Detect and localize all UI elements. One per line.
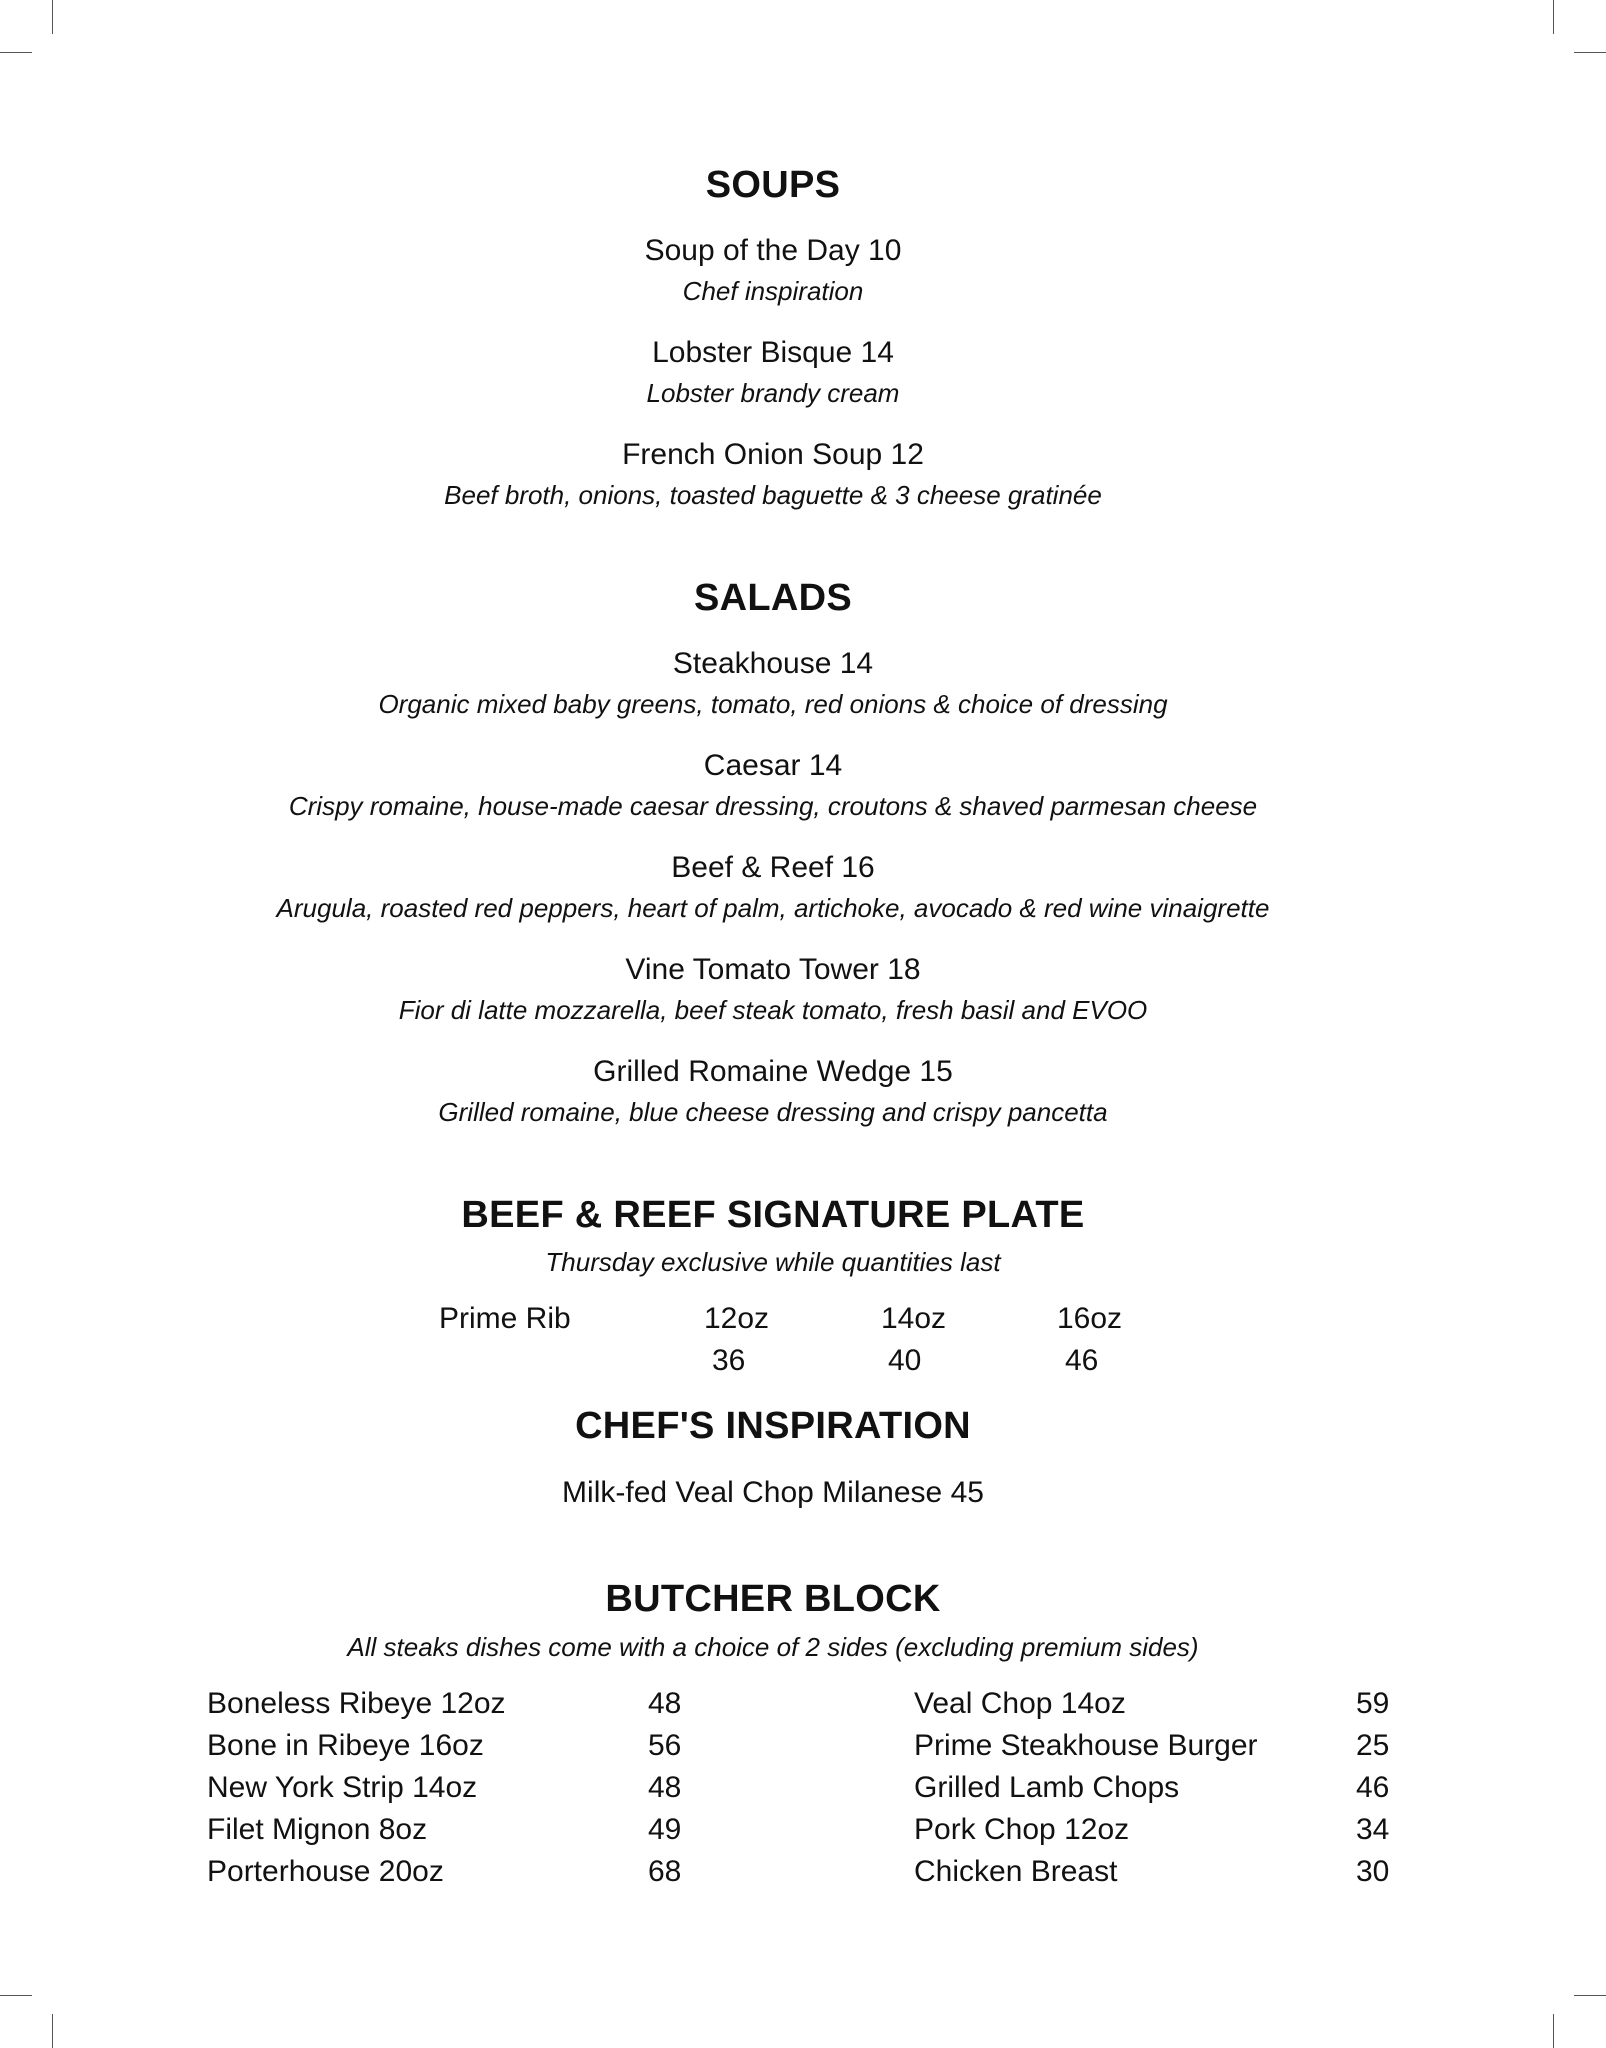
crop-mark [1553,2014,1554,2048]
signature-size: 14oz [881,1302,947,1335]
salads-heading: SALADS [693,577,853,619]
crop-mark [1574,1995,1606,1996]
menu-item-name: Steakhouse 14 [672,647,874,680]
crop-mark [52,2014,53,2048]
menu-item-name: Lobster Bisque 14 [652,336,894,369]
soups-heading: SOUPS [705,164,841,206]
butcher-note: All steaks dishes come with a choice of 2 sides (excluding premium sides) [347,1632,1199,1662]
butcher-item-price: 46 [1356,1771,1390,1804]
butcher-item-price: 49 [648,1813,682,1846]
butcher-item-name: Chicken Breast [914,1855,1118,1888]
menu-item-name: Vine Tomato Tower 18 [625,953,921,986]
butcher-item-name: Bone in Ribeye 16oz [207,1729,484,1762]
signature-price: 40 [888,1344,922,1377]
butcher-item-name: Grilled Lamb Chops [914,1771,1180,1804]
menu-item-name: Soup of the Day 10 [644,234,902,267]
menu-item-desc: Beef broth, onions, toasted baguette & 3 cheese gratinée [444,480,1102,510]
signature-item-name: Prime Rib [439,1302,571,1335]
butcher-item-name: Boneless Ribeye 12oz [207,1687,506,1720]
menu-item-name: Beef & Reef 16 [671,851,875,884]
signature-price: 46 [1065,1344,1099,1377]
menu-item-desc: Grilled romaine, blue cheese dressing and crispy pancetta [438,1097,1108,1127]
butcher-item-price: 48 [648,1687,682,1720]
butcher-item-price: 25 [1356,1729,1390,1762]
signature-size: 16oz [1057,1302,1123,1335]
butcher-heading: BUTCHER BLOCK [605,1578,941,1620]
butcher-item-name: Pork Chop 12oz [914,1813,1130,1846]
signature-size: 12oz [704,1302,770,1335]
menu-item-desc: Chef inspiration [682,276,864,306]
menu-item-name: Grilled Romaine Wedge 15 [593,1055,953,1088]
signature-note: Thursday exclusive while quantities last [545,1247,1001,1277]
menu-item-desc: Fior di latte mozzarella, beef steak tomato, fresh basil and EVOO [398,995,1148,1025]
menu-item-desc: Arugula, roasted red peppers, heart of palm, artichoke, avocado & red wine vinaigrette [276,893,1270,923]
menu-item-desc: Organic mixed baby greens, tomato, red onions & choice of dressing [378,689,1168,719]
butcher-item-price: 30 [1356,1855,1390,1888]
butcher-item-price: 48 [648,1771,682,1804]
butcher-item-name: Filet Mignon 8oz [207,1813,428,1846]
menu-item-name: French Onion Soup 12 [622,438,924,471]
signature-price: 36 [712,1344,746,1377]
butcher-item-price: 56 [648,1729,682,1762]
butcher-item-name: Veal Chop 14oz [914,1687,1126,1720]
crop-mark [52,0,53,34]
butcher-item-price: 59 [1356,1687,1390,1720]
chefs-heading: CHEF'S INSPIRATION [575,1405,971,1447]
crop-mark [0,52,32,53]
butcher-item-name: Porterhouse 20oz [207,1855,444,1888]
butcher-item-price: 34 [1356,1813,1390,1846]
crop-mark [1553,0,1554,34]
menu-item-name: Caesar 14 [703,749,843,782]
butcher-item-name: Prime Steakhouse Burger [914,1729,1258,1762]
signature-heading: BEEF & REEF SIGNATURE PLATE [461,1194,1085,1236]
butcher-item-price: 68 [648,1855,682,1888]
crop-mark [0,1995,32,1996]
menu-item-desc: Crispy romaine, house-made caesar dressing, croutons & shaved parmesan cheese [288,791,1258,821]
crop-mark [1574,52,1606,53]
chefs-item: Milk-fed Veal Chop Milanese 45 [562,1476,984,1509]
butcher-item-name: New York Strip 14oz [207,1771,478,1804]
menu-item-desc: Lobster brandy cream [646,378,900,408]
